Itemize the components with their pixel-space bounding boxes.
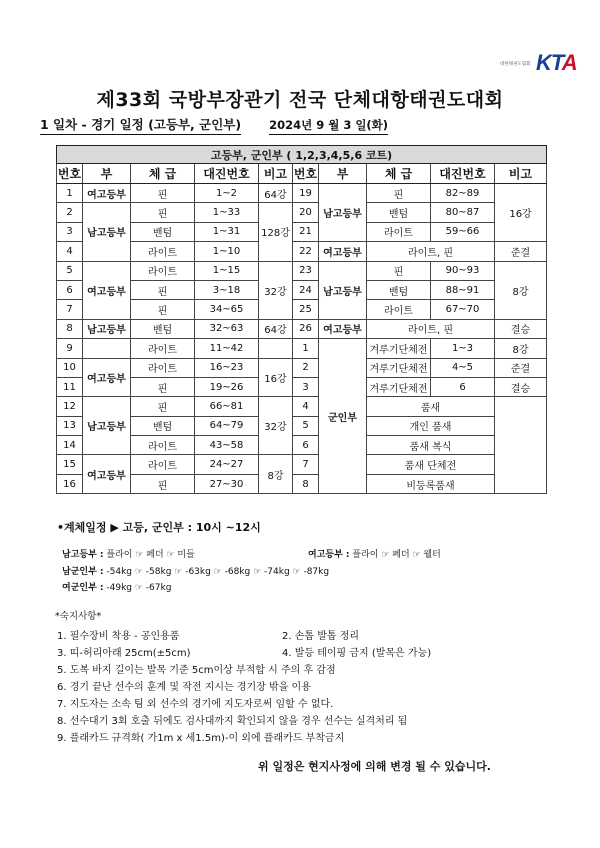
table-row — [57, 436, 547, 455]
weight-cell: 라이트 — [131, 261, 195, 280]
note-cell — [495, 397, 547, 494]
table-row — [57, 242, 547, 261]
schedule-table — [56, 145, 547, 494]
note-cell: 결승 — [495, 377, 547, 396]
bracket-cell: 64~79 — [195, 416, 259, 435]
match-number: 12 — [57, 397, 83, 416]
match-number: 9 — [57, 339, 83, 358]
weight-cell: 라이트, 핀 — [367, 242, 495, 261]
match-number: 26 — [293, 319, 319, 338]
match-number: 3 — [293, 377, 319, 396]
weight-cell: 비등록품새 — [367, 474, 495, 493]
col-header: 체 급 — [131, 164, 195, 184]
division-cell: 여고등부 — [319, 319, 367, 338]
weight-cell: 품새 복식 — [367, 436, 495, 455]
weight-cell: 라이트 — [131, 436, 195, 455]
bracket-cell: 11~42 — [195, 339, 259, 358]
col-header: 번호 — [293, 164, 319, 184]
note-cell: 64강 — [259, 319, 293, 338]
match-number: 16 — [57, 474, 83, 493]
weight-cell: 핀 — [131, 300, 195, 319]
weight-cell: 라이트, 핀 — [367, 319, 495, 338]
table-row — [57, 397, 547, 416]
weight-cell: 라이트 — [131, 358, 195, 377]
weight-cell: 품새 단체전 — [367, 455, 495, 474]
col-header: 비고 — [495, 164, 547, 184]
bracket-cell: 16~23 — [195, 358, 259, 377]
column-headers — [57, 164, 547, 184]
weight-cell: 품새 — [367, 397, 495, 416]
page-title: 제33회 국방부장관기 전국 단체대항태권도대회 — [96, 89, 504, 111]
match-number: 5 — [293, 416, 319, 435]
weight-cell: 겨루기단체전 — [367, 358, 431, 377]
rule-item: 4. 발등 테이핑 금지 (발목은 가능) — [282, 648, 432, 659]
rule-item: 6. 경기 끝난 선수의 훈계 및 작전 지시는 경기장 밖을 이용 — [57, 682, 311, 693]
division-cell: 여고등부 — [83, 184, 131, 203]
match-number: 22 — [293, 242, 319, 261]
note-cell: 8강 — [495, 261, 547, 319]
bracket-cell: 90~93 — [431, 261, 495, 280]
note-cell: 8강 — [495, 339, 547, 358]
rule-item: 3. 띠-허리아래 25cm(±5cm) — [57, 648, 191, 659]
match-number: 20 — [293, 203, 319, 222]
bracket-cell: 82~89 — [431, 184, 495, 203]
page-subtitle — [40, 115, 580, 135]
division-cell: 남고등부 — [83, 397, 131, 455]
bracket-cell: 43~58 — [195, 436, 259, 455]
weigh-order-men: 남군인부 : -54kg ☞ -58kg ☞ -63kg ☞ -68kg ☞ -74kg ☞ -87kg — [62, 567, 330, 577]
weight-cell: 핀 — [131, 397, 195, 416]
bracket-cell: 67~70 — [431, 300, 495, 319]
match-number: 3 — [57, 222, 83, 241]
weight-cell: 핀 — [131, 184, 195, 203]
match-number: 1 — [57, 184, 83, 203]
col-header: 부 — [319, 164, 367, 184]
weight-cell: 라이트 — [131, 455, 195, 474]
footer-notice: 위 일정은 현지사정에 의해 변경 될 수 있습니다. — [258, 760, 491, 773]
match-number: 21 — [293, 222, 319, 241]
table-row — [57, 358, 547, 377]
note-cell: 16강 — [495, 184, 547, 242]
note-cell: 16강 — [259, 358, 293, 397]
rules-header: *숙지사항* — [55, 611, 102, 622]
division-cell: 여고등부 — [319, 242, 367, 261]
match-number: 6 — [293, 436, 319, 455]
table-header: 고등부, 군인부 ( 1,2,3,4,5,6 코트) — [57, 146, 547, 164]
table-row — [57, 474, 547, 493]
table-row — [57, 455, 547, 474]
rule-item: 1. 필수장비 착용 - 공인용품 — [57, 631, 180, 642]
weigh-order-boys: 남고등부 : 플라이 ☞ 페더 ☞ 미들 — [62, 550, 195, 560]
match-number: 2 — [293, 358, 319, 377]
bracket-cell: 88~91 — [431, 280, 495, 299]
bracket-cell: 4~5 — [431, 358, 495, 377]
weight-cell: 밴텀 — [131, 319, 195, 338]
rule-item: 9. 플래카드 규격화( 가1m x 세1.5m)-이 외에 플래카드 부착금지 — [57, 733, 345, 744]
weight-cell: 밴텀 — [367, 203, 431, 222]
note-cell: 32강 — [259, 397, 293, 455]
table-row — [57, 416, 547, 435]
division-cell: 남고등부 — [83, 203, 131, 261]
division-cell: 남고등부 — [319, 184, 367, 242]
bracket-cell: 1~2 — [195, 184, 259, 203]
bracket-cell: 3~18 — [195, 280, 259, 299]
weight-cell: 라이트 — [367, 300, 431, 319]
bracket-cell: 1~15 — [195, 261, 259, 280]
note-cell: 32강 — [259, 261, 293, 319]
note-cell: 64강 — [259, 184, 293, 203]
table-row — [57, 280, 547, 299]
weight-cell: 핀 — [367, 184, 431, 203]
col-header: 대진번호 — [195, 164, 259, 184]
weight-cell: 개인 품새 — [367, 416, 495, 435]
rule-item: 8. 선수대기 3회 호출 뒤에도 검사대까지 확인되지 않을 경우 선수는 실격처리 됨 — [57, 716, 408, 727]
match-number: 6 — [57, 280, 83, 299]
weight-cell: 겨루기단체전 — [367, 339, 431, 358]
rule-item: 2. 손톱 발톱 정리 — [282, 631, 360, 642]
match-number: 4 — [57, 242, 83, 261]
note-cell: 결승 — [495, 319, 547, 338]
weight-cell: 밴텀 — [131, 416, 195, 435]
match-number: 13 — [57, 416, 83, 435]
logo-org-name: 대한태권도협회 — [500, 62, 531, 67]
bracket-cell: 59~66 — [431, 222, 495, 241]
match-number: 23 — [293, 261, 319, 280]
table-row — [57, 222, 547, 241]
division-cell: 남고등부 — [83, 319, 131, 338]
col-header: 체 급 — [367, 164, 431, 184]
col-header: 번호 — [57, 164, 83, 184]
bracket-cell: 1~31 — [195, 222, 259, 241]
match-number: 11 — [57, 377, 83, 396]
bracket-cell: 27~30 — [195, 474, 259, 493]
table-row — [57, 377, 547, 396]
bracket-cell: 1~10 — [195, 242, 259, 261]
division-cell: 남고등부 — [319, 261, 367, 319]
bracket-cell: 19~26 — [195, 377, 259, 396]
division-cell: 여고등부 — [83, 455, 131, 494]
table-row — [57, 300, 547, 319]
weigh-in-schedule: •계체일정 ▶ 고등, 군인부 : 10시 ~12시 — [57, 521, 261, 534]
match-number: 4 — [293, 397, 319, 416]
weigh-order-women: 여군인부 : -49kg ☞ -67kg — [62, 583, 172, 593]
match-number: 8 — [293, 474, 319, 493]
note-cell: 8강 — [259, 455, 293, 494]
table-row — [57, 339, 547, 358]
weight-cell: 라이트 — [131, 339, 195, 358]
match-number: 7 — [293, 455, 319, 474]
table-row — [57, 261, 547, 280]
weight-cell: 밴텀 — [367, 280, 431, 299]
weight-cell: 라이트 — [131, 242, 195, 261]
division-cell: 군인부 — [319, 339, 367, 494]
kta-logo — [500, 48, 577, 78]
rule-item: 5. 도복 바지 길이는 발목 기준 5cm이상 부적합 시 주의 후 감점 — [57, 665, 336, 676]
weight-cell: 라이트 — [367, 222, 431, 241]
match-number: 15 — [57, 455, 83, 474]
bracket-cell: 6 — [431, 377, 495, 396]
match-number: 24 — [293, 280, 319, 299]
weight-cell: 핀 — [131, 280, 195, 299]
weight-cell: 핀 — [131, 203, 195, 222]
match-number: 2 — [57, 203, 83, 222]
division-cell — [83, 339, 131, 358]
match-number: 1 — [293, 339, 319, 358]
bracket-cell: 1~3 — [431, 339, 495, 358]
bracket-cell: 34~65 — [195, 300, 259, 319]
day-label: 1 일차 - 경기 일정 (고등부, 군인부) — [40, 115, 241, 135]
bracket-cell: 32~63 — [195, 319, 259, 338]
bracket-cell: 24~27 — [195, 455, 259, 474]
col-header: 비고 — [259, 164, 293, 184]
weigh-order-girls: 여고등부 : 플라이 ☞ 페더 ☞ 웰터 — [308, 550, 441, 560]
bracket-cell: 1~33 — [195, 203, 259, 222]
table-row — [57, 203, 547, 222]
weight-cell: 핀 — [131, 377, 195, 396]
logo-mark: KTA — [536, 50, 577, 75]
weight-cell: 핀 — [131, 474, 195, 493]
match-number: 5 — [57, 261, 83, 280]
match-number: 7 — [57, 300, 83, 319]
table-row — [57, 184, 547, 203]
bracket-cell: 66~81 — [195, 397, 259, 416]
bracket-cell: 80~87 — [431, 203, 495, 222]
weight-cell: 겨루기단체전 — [367, 377, 431, 396]
note-cell: 준결 — [495, 358, 547, 377]
division-cell: 여고등부 — [83, 358, 131, 397]
match-number: 25 — [293, 300, 319, 319]
rule-item: 7. 지도자는 소속 팀 외 선수의 경기에 지도자로써 임할 수 없다. — [57, 699, 334, 710]
date-label: 2024년 9 월 3 일(화) — [269, 117, 388, 135]
table-row — [57, 319, 547, 338]
col-header: 대진번호 — [431, 164, 495, 184]
note-cell: 128강 — [259, 203, 293, 261]
match-number: 14 — [57, 436, 83, 455]
division-cell: 여고등부 — [83, 261, 131, 319]
match-number: 19 — [293, 184, 319, 203]
note-cell — [259, 339, 293, 358]
col-header: 부 — [83, 164, 131, 184]
note-cell: 준결 — [495, 242, 547, 261]
weight-cell: 밴텀 — [131, 222, 195, 241]
match-number: 8 — [57, 319, 83, 338]
weight-cell: 핀 — [367, 261, 431, 280]
match-number: 10 — [57, 358, 83, 377]
